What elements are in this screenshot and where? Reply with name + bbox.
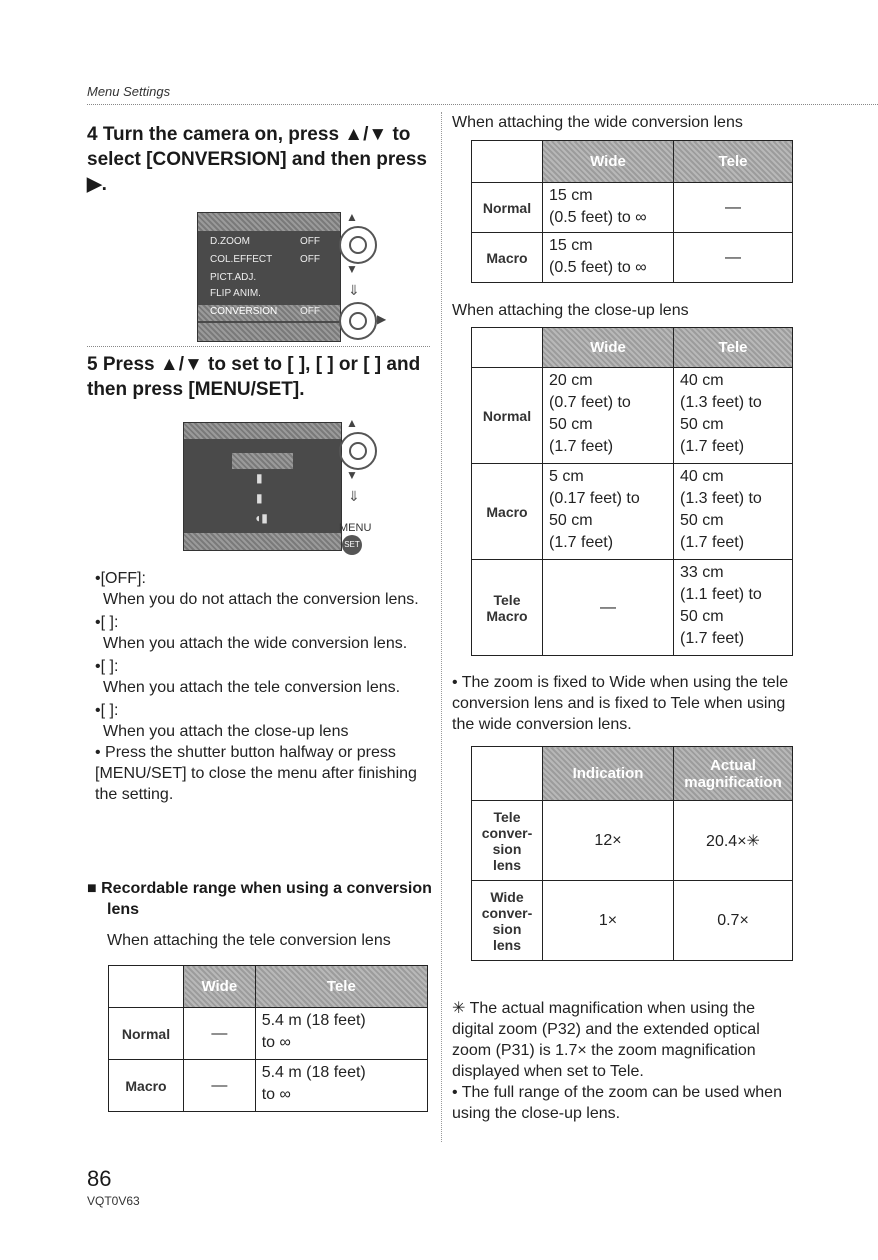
- column-header: Wide: [543, 328, 674, 368]
- row-label: Normal: [472, 368, 543, 464]
- option-desc: When you attach the wide conversion lens.: [103, 635, 408, 652]
- option-desc: When you do not attach the conversion lens.: [103, 591, 419, 608]
- lcd-option-selected: [232, 453, 293, 469]
- cell-line: 15 cm: [549, 187, 593, 204]
- magnification-footnote: ✳ The actual magnification when using the digital zoom (P32) and the extended optical zoom (P31) is 1.7× the zoom magnification displayed when set to Tele.: [452, 1000, 760, 1080]
- cell-line: 5.4 m (18 feet): [261, 1064, 366, 1081]
- column-header: Tele: [255, 966, 427, 1008]
- lcd-conversion-screenshot: [183, 422, 342, 551]
- up-arrow-icon: ▲: [346, 416, 358, 430]
- option-label: •[ ]:: [95, 702, 119, 719]
- recordable-heading: ■ Recordable range when using a conversion lens: [87, 880, 432, 918]
- table-cell: —: [184, 1008, 256, 1060]
- table-corner: [472, 747, 543, 801]
- option-label: •[ ]:: [95, 658, 119, 675]
- table-cell: —: [184, 1060, 256, 1112]
- table-cell: —: [543, 560, 674, 656]
- cell-line: 50 cm: [680, 608, 724, 625]
- cell-line: 50 cm: [549, 512, 593, 529]
- cell-line: 33 cm: [680, 564, 724, 581]
- lcd-row: D.ZOOM: [210, 236, 250, 247]
- table-cell: —: [674, 183, 793, 233]
- table-corner: [109, 966, 184, 1008]
- row-label: Macro: [109, 1060, 184, 1112]
- cell-line: (1.3 feet) to: [680, 490, 762, 507]
- row-label: Normal: [472, 183, 543, 233]
- table-cell: 12×: [543, 801, 674, 881]
- row-label: Tele Macro: [472, 560, 543, 656]
- closeup-caption: When attaching the close-up lens: [452, 302, 689, 319]
- table-cell: 20.4×✳: [674, 801, 793, 881]
- table-cell: [674, 368, 793, 464]
- shutter-note: • Press the shutter button halfway or press [MENU/SET] to close the menu after finishing the setting.: [95, 744, 417, 803]
- cell-line: (1.7 feet): [680, 630, 745, 647]
- table-cell: —: [674, 233, 793, 283]
- lcd-row-selected: CONVERSION: [210, 306, 278, 317]
- column-header: Indication: [543, 747, 674, 801]
- cell-line: (1.7 feet): [549, 438, 614, 455]
- cell-line: to ∞: [261, 1086, 291, 1103]
- cell-line: (0.5 feet) to ∞: [549, 209, 647, 226]
- table-corner: [472, 328, 543, 368]
- column-header: Wide: [184, 966, 256, 1008]
- column-header: Actual magnification: [674, 747, 793, 801]
- option-label: •[OFF]:: [95, 570, 146, 587]
- down-chevron-icon: ⇓: [348, 488, 360, 504]
- wide-range-table: [471, 140, 793, 283]
- option-desc: When you attach the tele conversion lens.: [103, 679, 401, 696]
- row-label: Macro: [472, 464, 543, 560]
- lcd-title-bar: [184, 423, 341, 439]
- zoom-note: • The zoom is fixed to Wide when using the tele conversion lens and is fixed to Tele when using the wide conversion lens.: [452, 674, 789, 733]
- magnification-table: [471, 746, 793, 961]
- right-arrow-icon: ▶: [377, 312, 387, 326]
- option-list: [95, 568, 435, 805]
- cell-line: 50 cm: [680, 512, 724, 529]
- table-cell: [674, 464, 793, 560]
- cell-line: 40 cm: [680, 468, 724, 485]
- table-cell: 0.7×: [674, 881, 793, 961]
- option-label: •[ ]:: [95, 614, 119, 631]
- set-button-icon: SET: [342, 535, 362, 555]
- row-label: Macro: [472, 233, 543, 283]
- down-chevron-icon: ⇓: [348, 282, 360, 298]
- table-cell: [543, 233, 674, 283]
- lcd-title-bar: [198, 213, 340, 231]
- lcd-footer-bar: [198, 323, 340, 341]
- menu-label: MENU: [339, 522, 372, 534]
- lcd-menu-screenshot: [197, 212, 341, 342]
- cell-line: (1.7 feet): [549, 534, 614, 551]
- table-cell: [674, 560, 793, 656]
- cell-line: (1.1 feet) to: [680, 586, 762, 603]
- lcd-value: OFF: [300, 306, 320, 317]
- down-arrow-icon: ▼: [346, 468, 358, 482]
- wide-caption: When attaching the wide conversion lens: [452, 114, 743, 131]
- table-cell: [543, 183, 674, 233]
- cell-line: (0.5 feet) to ∞: [549, 259, 647, 276]
- cell-line: 5.4 m (18 feet): [261, 1012, 366, 1029]
- row-label: Wide conver-sion lens: [472, 881, 543, 961]
- step-4-instruction: 4 Turn the camera on, press ▲/▼ to select [CONVERSION] and then press ▶.: [87, 124, 427, 195]
- cell-line: 50 cm: [549, 416, 593, 433]
- page-number: 86: [87, 1166, 112, 1191]
- cell-line: (1.7 feet): [680, 438, 745, 455]
- cell-line: (1.7 feet): [680, 534, 745, 551]
- lcd-row: PICT.ADJ.: [210, 272, 257, 283]
- lcd-value: OFF: [300, 236, 320, 247]
- lcd-footer-bar: [184, 533, 341, 550]
- cell-line: (1.3 feet) to: [680, 394, 762, 411]
- cell-line: 20 cm: [549, 372, 593, 389]
- row-label: Normal: [109, 1008, 184, 1060]
- column-header: Tele: [674, 328, 793, 368]
- step-5-instruction: 5 Press ▲/▼ to set to [ ], [ ] or [ ] and then press [MENU/SET].: [87, 354, 421, 400]
- cell-line: 5 cm: [549, 468, 584, 485]
- lcd-value: OFF: [300, 254, 320, 265]
- cell-line: 15 cm: [549, 237, 593, 254]
- cell-line: 40 cm: [680, 372, 724, 389]
- column-header: Wide: [543, 141, 674, 183]
- cell-line: (0.17 feet) to: [549, 490, 640, 507]
- table-cell: [543, 368, 674, 464]
- column-divider: [441, 112, 442, 1142]
- full-range-note: • The full range of the zoom can be used when using the close-up lens.: [452, 1084, 782, 1122]
- tele-caption: When attaching the tele conversion lens: [107, 932, 391, 949]
- cell-line: (0.7 feet) to: [549, 394, 631, 411]
- option-desc: When you attach the close-up lens: [103, 723, 349, 740]
- down-arrow-icon: ▼: [346, 262, 358, 276]
- cell-line: 50 cm: [680, 416, 724, 433]
- table-cell: 1×: [543, 881, 674, 961]
- step-divider: [87, 346, 430, 347]
- tele-lens-icon: ▮: [256, 491, 263, 505]
- cursor-dial-icon: [339, 302, 377, 340]
- cursor-dial-icon: [339, 226, 377, 264]
- row-label: Tele conver-sion lens: [472, 801, 543, 881]
- section-title: Menu Settings: [87, 84, 171, 99]
- cursor-dial-icon: [339, 432, 377, 470]
- up-arrow-icon: ▲: [346, 210, 358, 224]
- table-cell: [543, 464, 674, 560]
- column-header: Tele: [674, 141, 793, 183]
- recordable-heading-text: Recordable range when using a conversion lens: [101, 880, 432, 918]
- table-cell: [255, 1008, 427, 1060]
- header-rule: [87, 104, 878, 105]
- tele-range-table: [108, 965, 428, 1112]
- cell-line: to ∞: [261, 1034, 291, 1051]
- closeup-range-table: [471, 327, 793, 656]
- document-code: VQT0V63: [87, 1194, 140, 1208]
- lcd-row: FLIP ANIM.: [210, 288, 261, 299]
- table-cell: [255, 1060, 427, 1112]
- wide-lens-icon: ▮: [256, 471, 263, 485]
- table-corner: [472, 141, 543, 183]
- closeup-lens-icon: ◖▮: [254, 511, 268, 525]
- lcd-row: COL.EFFECT: [210, 254, 273, 265]
